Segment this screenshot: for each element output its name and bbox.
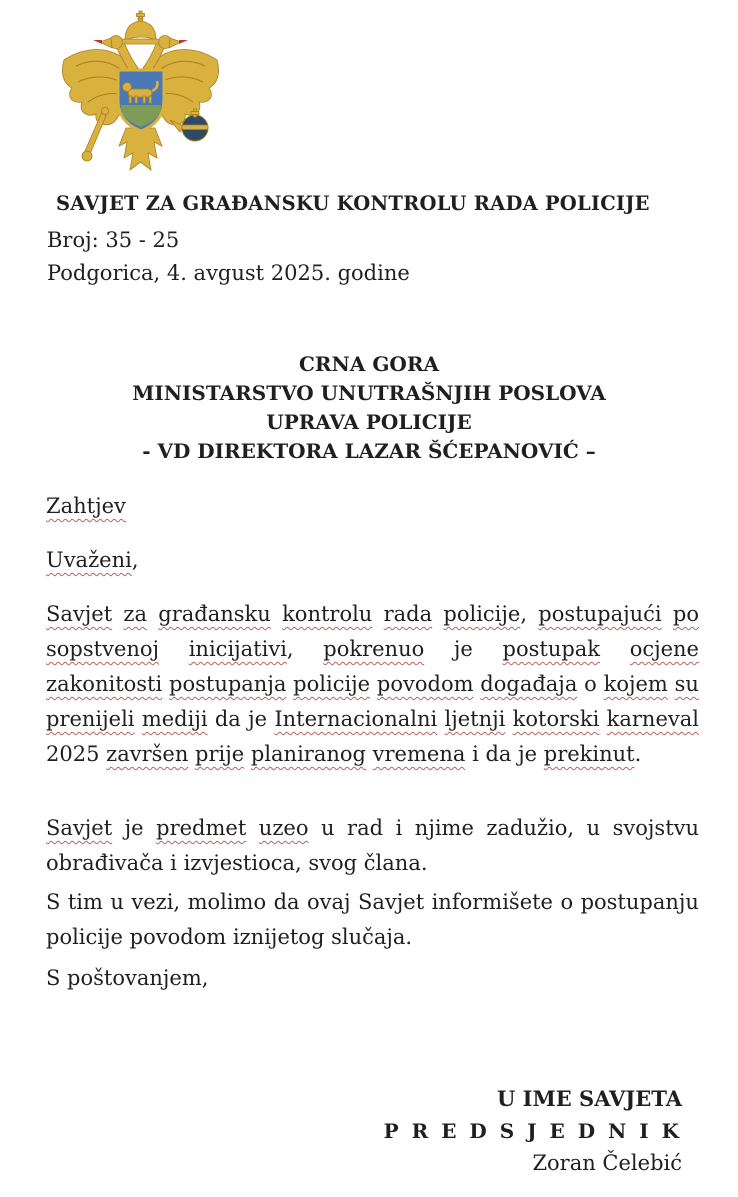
misspelled-word: policije bbox=[293, 672, 371, 696]
misspelled-word: zakonitosti bbox=[46, 672, 163, 696]
recipient-directorate: UPRAVA POLICIJE bbox=[266, 410, 472, 434]
montenegro-coat-of-arms-icon bbox=[58, 10, 223, 178]
misspelled-word: su bbox=[674, 672, 699, 696]
subject-line bbox=[46, 489, 126, 524]
recipient-block bbox=[0, 350, 738, 466]
signature-name: Zoran Čelebić bbox=[532, 1151, 682, 1175]
misspelled-word: građansku bbox=[158, 602, 271, 626]
paragraph-3: S tim u vezi, molimo da ovaj Savjet informišete o postupanju policije povodom iznijetog slučaja. bbox=[46, 890, 699, 949]
misspelled-word: postupanja bbox=[169, 672, 287, 696]
closing-salutation: S poštovanjem, bbox=[46, 966, 209, 990]
recipient-country: CRNA GORA bbox=[299, 352, 439, 376]
misspelled-word: prekinut bbox=[543, 742, 635, 766]
paragraph-1: Savjet za građansku kontrolu rada policije, postupajući po sopstvenoj inicijativi, pokrenuo je postupak ocjene zakonitosti postupanja policije povodom događaja o kojem su prenijeli mediji da je Internacionalni ljetnji kotorski karneval 2025 završen prije planiranog vremena i da je prekinut. bbox=[46, 602, 699, 766]
misspelled-word: za bbox=[123, 602, 148, 626]
salutation: Uvaženi, bbox=[46, 548, 139, 572]
misspelled-word: prije bbox=[195, 742, 245, 766]
recipient-director: - VD DIREKTORA LAZAR ŠĆEPANOVIĆ – bbox=[142, 439, 596, 463]
misspelled-word: pokrenuo bbox=[323, 637, 425, 661]
misspelled-word: Zahtjev bbox=[46, 494, 126, 518]
reference-number: Broj: 35 - 25 bbox=[47, 228, 180, 252]
signature-role: P R E D S J E D N I K bbox=[383, 1119, 682, 1143]
misspelled-word: postupak bbox=[502, 637, 601, 661]
misspelled-word: planiranog bbox=[250, 742, 366, 766]
misspelled-word: uzeo bbox=[258, 816, 309, 840]
misspelled-word: završen bbox=[106, 742, 189, 766]
misspelled-word: događaja bbox=[480, 672, 578, 696]
misspelled-word: Savjet bbox=[46, 816, 113, 840]
misspelled-word: kojem bbox=[603, 672, 668, 696]
misspelled-word: ocjene bbox=[629, 637, 699, 661]
misspelled-word: sopstvenoj bbox=[46, 637, 160, 661]
misspelled-word: vremena bbox=[372, 742, 466, 766]
misspelled-word: mediji bbox=[141, 707, 208, 731]
misspelled-word: Savjet bbox=[46, 602, 113, 626]
paragraph-2: Savjet je predmet uzeo u rad i njime zadužio, u svojstvu obrađivača i izvjestioca, svog člana. bbox=[46, 816, 700, 875]
misspelled-word: inicijativi bbox=[188, 637, 287, 661]
recipient-ministry: MINISTARSTVO UNUTRAŠNJIH POSLOVA bbox=[132, 381, 606, 405]
organization-title: SAVJET ZA GRAĐANSKU KONTROLU RADA POLICIJE bbox=[56, 192, 650, 215]
signature-on-behalf: U IME SAVJETA bbox=[497, 1086, 682, 1111]
misspelled-word: kontrolu bbox=[282, 602, 373, 626]
misspelled-word: ljetnji bbox=[444, 707, 506, 731]
misspelled-word: postupajući bbox=[538, 602, 662, 626]
misspelled-word: Uvaženi bbox=[46, 548, 132, 572]
misspelled-word: Internacionalni bbox=[274, 707, 438, 731]
misspelled-word: kotorski bbox=[512, 707, 600, 731]
misspelled-word: po bbox=[672, 602, 699, 626]
misspelled-word: karneval bbox=[606, 707, 699, 731]
misspelled-word: povodom bbox=[376, 672, 474, 696]
place-and-date: Podgorica, 4. avgust 2025. godine bbox=[47, 261, 410, 285]
misspelled-word: rada bbox=[383, 602, 433, 626]
misspelled-word: prenijeli bbox=[46, 707, 135, 731]
misspelled-word: predmet bbox=[156, 816, 247, 840]
misspelled-word: policije bbox=[443, 602, 521, 626]
signature-block bbox=[384, 1083, 682, 1179]
